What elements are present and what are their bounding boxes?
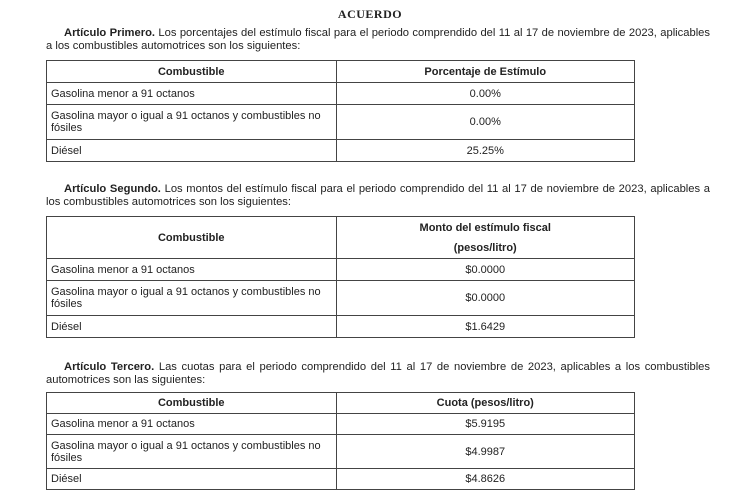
article-2-paragraph [46, 183, 710, 209]
value-cell: $5.9195 [336, 414, 635, 435]
fuel-cell: Gasolina mayor o igual a 91 octanos y combustibles no fósiles [47, 105, 337, 140]
column-header-percentage: Porcentaje de Estímulo [336, 61, 634, 83]
column-header-amount-line-1: Monto del estímulo fiscal [419, 221, 551, 234]
value-cell: $1.6429 [336, 316, 635, 338]
table-row [47, 414, 635, 435]
article-1-table [46, 60, 635, 162]
value-cell: 0.00% [336, 105, 634, 140]
fuel-cell: Diésel [47, 316, 337, 338]
table-row [47, 105, 635, 140]
article-3-paragraph [46, 361, 710, 387]
fuel-cell: Gasolina menor a 91 octanos [47, 414, 337, 435]
article-1-title: Artículo Primero. [64, 27, 156, 39]
table-row [47, 259, 635, 281]
table-header-row [47, 61, 635, 83]
table-row [47, 469, 635, 490]
column-header-amount [336, 217, 635, 259]
article-2-title: Artículo Segundo. [64, 183, 161, 195]
fuel-cell: Gasolina mayor o igual a 91 octanos y combustibles no fósiles [47, 435, 337, 469]
fuel-cell: Diésel [47, 140, 337, 162]
column-header-fuel: Combustible [47, 393, 337, 414]
table-row [47, 83, 635, 105]
column-header-fuel: Combustible [47, 217, 337, 259]
article-2-text: Los montos del estímulo fiscal para el periodo comprendido del 11 al 17 de noviembre de 2023, aplicables a los combustibles automotrices son los siguientes: [46, 183, 711, 208]
value-cell: $0.0000 [336, 259, 635, 281]
fuel-cell: Gasolina menor a 91 octanos [47, 83, 337, 105]
fuel-cell: Gasolina mayor o igual a 91 octanos y combustibles no fósiles [47, 281, 337, 316]
column-header-fuel: Combustible [47, 61, 337, 83]
article-1-text: Los porcentajes del estímulo fiscal para el periodo comprendido del 11 al 17 de noviembre de 2023, aplicables a los combustibles automotrices son los siguientes: [46, 27, 710, 52]
article-3-table [46, 392, 635, 490]
article-2-table [46, 216, 635, 338]
table-row [47, 316, 635, 338]
value-cell: $4.8626 [336, 469, 635, 490]
table-header-row [47, 217, 635, 259]
value-cell: 25.25% [336, 140, 634, 162]
article-3-title: Artículo Tercero. [64, 361, 155, 373]
document-heading: ACUERDO [337, 7, 403, 21]
value-cell: $0.0000 [336, 281, 635, 316]
table-row [47, 281, 635, 316]
table-header-row [47, 393, 635, 414]
article-1-paragraph [46, 27, 710, 53]
value-cell: 0.00% [336, 83, 634, 105]
fuel-cell: Gasolina menor a 91 octanos [47, 259, 337, 281]
article-3-text: Las cuotas para el periodo comprendido del 11 al 17 de noviembre de 2023, aplicables a los combustibles automotrices son las siguientes: [46, 361, 710, 386]
value-cell: $4.9987 [336, 435, 635, 469]
table-row [47, 435, 635, 469]
fuel-cell: Diésel [47, 469, 337, 490]
column-header-amount-line-2: (pesos/litro) [453, 241, 517, 254]
table-row [47, 140, 635, 162]
column-header-quota: Cuota (pesos/litro) [336, 393, 635, 414]
